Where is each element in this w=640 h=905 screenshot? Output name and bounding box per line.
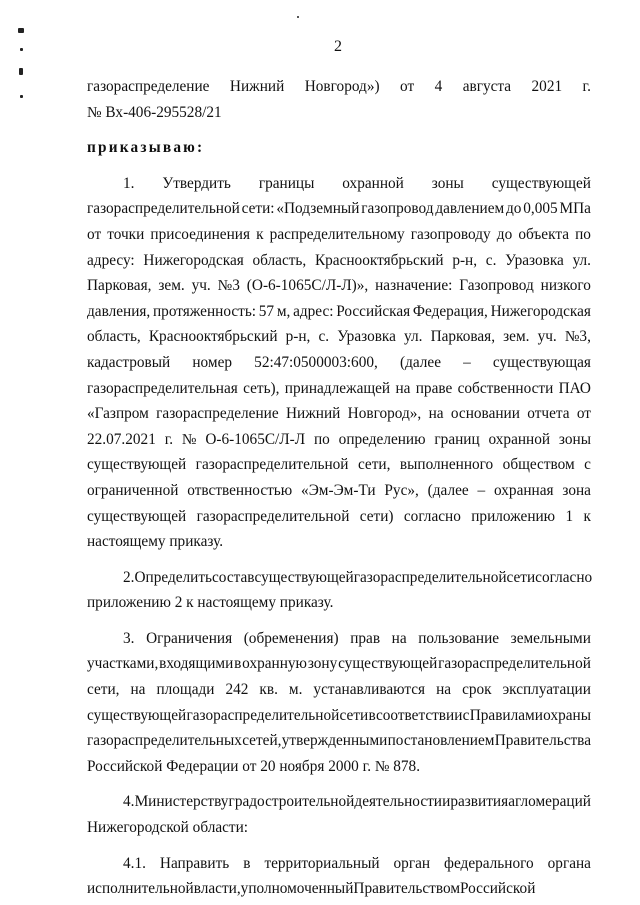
word: градостроительной: [228, 793, 355, 811]
word: зоны: [558, 430, 591, 448]
word: адресу:: [87, 251, 135, 269]
word: газораспределение: [156, 405, 279, 423]
word: по: [575, 225, 591, 243]
word: 2.: [123, 568, 135, 586]
word: Парковая,: [87, 277, 152, 295]
word: 57: [258, 302, 275, 320]
word: Газопровод: [459, 277, 534, 295]
word: Утвердить: [162, 174, 231, 192]
word: Нижегородская: [490, 302, 591, 320]
word: согласно: [403, 507, 461, 525]
word: устанавливаются: [313, 681, 426, 699]
word: Направить: [159, 854, 230, 872]
word: на: [428, 405, 444, 423]
word: зем.: [158, 277, 185, 295]
word: в: [368, 706, 376, 724]
word: границы: [258, 174, 315, 192]
word: Министерству: [134, 793, 229, 811]
word: ул.: [404, 328, 423, 346]
text-line: [87, 350, 591, 376]
word: от: [87, 225, 102, 243]
word: Уразовка: [505, 251, 564, 269]
word: охраны: [543, 706, 591, 724]
word: на: [395, 379, 411, 397]
word: в: [243, 854, 251, 872]
word: приложению 2 к настоящему приказу.: [87, 594, 334, 612]
word: газораспределительной: [196, 507, 350, 525]
word: сети): [359, 507, 394, 525]
word: газораспределение: [87, 78, 210, 95]
text-line: [87, 222, 591, 248]
margin-mark: [297, 16, 299, 18]
word: с.: [318, 328, 330, 346]
word: объекта: [518, 225, 569, 243]
word: Новгород»,: [347, 405, 422, 423]
word: до: [506, 200, 522, 218]
word: приложению: [471, 507, 556, 525]
word: газораспределительной: [87, 200, 240, 218]
word: охранную: [242, 655, 307, 673]
word: Правительством: [353, 880, 460, 898]
word: р-н,: [285, 328, 311, 346]
margin-mark: [20, 95, 23, 98]
text-line: [87, 851, 591, 877]
word: существующей: [254, 568, 354, 586]
word: Нижний: [285, 405, 341, 423]
word: соответствии: [375, 706, 463, 724]
word: р-н,: [452, 251, 478, 269]
word: Нижегородской области:: [87, 819, 249, 837]
word: (далее: [427, 481, 469, 499]
word: № Вх-406-295528/21: [87, 103, 222, 121]
text-line: [87, 529, 591, 555]
word: обществом: [502, 456, 575, 474]
word: Российской Федерации от 20 ноября 2000 г. № 878.: [87, 757, 421, 775]
word: «Подземный: [276, 200, 360, 218]
word: существующей: [491, 174, 591, 192]
text-line: [87, 728, 591, 754]
word: охранной: [342, 174, 404, 192]
word: 52:47:0500003:600,: [254, 353, 378, 371]
word: существующая: [492, 353, 591, 371]
word: состав: [212, 568, 255, 586]
text-line: [87, 651, 591, 677]
text-line: [87, 74, 591, 100]
word: 22.07.2021: [87, 430, 156, 448]
paragraph-item4: [87, 789, 591, 840]
word: О-6-1065С/Л-Л: [205, 430, 306, 448]
word: газораспределительной: [195, 456, 349, 474]
word: Российской: [460, 880, 536, 898]
word: Федерация,: [412, 302, 488, 320]
word: 3.: [123, 629, 135, 647]
word: Парковая,: [430, 328, 496, 346]
text-line: [87, 376, 591, 402]
word: сети:: [241, 200, 275, 218]
word: газораспределительная: [87, 379, 238, 397]
word: Правительства: [494, 732, 591, 750]
word: эксплуатации: [502, 681, 591, 699]
word: назначение:: [375, 277, 453, 295]
word: Уразовка: [337, 328, 396, 346]
paragraph-item1: [87, 171, 591, 555]
word: Российская: [336, 302, 411, 320]
text-line: [87, 324, 591, 350]
text-line: [87, 754, 591, 780]
word: газораспределительной: [438, 655, 591, 673]
text-line: [87, 248, 591, 274]
word: уч.: [191, 277, 211, 295]
word: Правилами: [469, 706, 543, 724]
word: протяженность:: [152, 302, 257, 320]
word: газораспределительной: [353, 568, 507, 586]
word: выполненного: [399, 456, 494, 474]
word: зем.: [503, 328, 530, 346]
word: развития: [450, 793, 509, 811]
text-line: [87, 703, 591, 729]
text-line: [87, 876, 591, 902]
word: деятельности: [354, 793, 442, 811]
word: собственности: [457, 379, 554, 397]
word: 4: [434, 78, 443, 95]
word: низкого: [540, 277, 591, 295]
word: на: [130, 681, 146, 699]
word: газопроводу: [410, 225, 491, 243]
margin-mark: [18, 28, 24, 33]
word: агломераций: [508, 793, 591, 811]
word: определению: [338, 430, 426, 448]
word: г.: [164, 430, 174, 448]
word: –: [477, 481, 486, 499]
word: Рус»,: [384, 481, 419, 499]
text-line: [87, 626, 591, 652]
word: ул.: [572, 251, 591, 269]
paragraph-item2: [87, 565, 591, 616]
text-line: [87, 504, 591, 530]
word: 4.: [123, 793, 135, 811]
text-line: [87, 171, 591, 197]
word: зона: [562, 481, 591, 499]
word: сеть),: [243, 379, 280, 397]
word: газопровод: [361, 200, 434, 218]
text-line: [87, 452, 591, 478]
word: прав: [350, 629, 381, 647]
word: существующей: [87, 706, 187, 724]
word: к: [583, 507, 591, 525]
word: –: [463, 353, 471, 371]
word: органа: [547, 854, 591, 872]
word: зоны: [431, 174, 464, 192]
word: согласно: [535, 568, 593, 586]
word: до: [496, 225, 513, 243]
word: площади: [156, 681, 215, 699]
word: отчета: [527, 405, 570, 423]
word: Нижегородская: [143, 251, 244, 269]
word: существующей: [338, 655, 438, 673]
word: 4.1.: [123, 854, 146, 872]
word: пользование: [418, 629, 500, 647]
word: область,: [87, 328, 141, 346]
word: газораспределительной: [186, 706, 340, 724]
word: существующей: [87, 456, 187, 474]
word: сети: [506, 568, 536, 586]
word: принадлежащей: [284, 379, 391, 397]
text-line: [87, 273, 591, 299]
word: Краснооктябрьский: [148, 328, 278, 346]
word: границ: [434, 430, 480, 448]
word: в: [234, 655, 242, 673]
word: постановлением: [387, 732, 495, 750]
word: орган: [393, 854, 431, 872]
word: ограниченной: [87, 481, 179, 499]
word: сети,: [357, 456, 391, 474]
word: к: [256, 225, 264, 243]
text-line: [87, 299, 591, 325]
word: охранная: [494, 481, 554, 499]
word: 1.: [123, 174, 135, 192]
page-number: 2: [334, 38, 342, 55]
word: с: [584, 456, 591, 474]
text-line: [87, 815, 591, 841]
word: на: [391, 629, 407, 647]
word: власти,: [193, 880, 241, 898]
word: г.: [582, 78, 591, 95]
word: номер: [192, 353, 233, 371]
word: Определить: [134, 568, 213, 586]
word: Новгород»): [304, 78, 380, 95]
word: давления,: [87, 302, 151, 320]
text-line: [87, 590, 591, 616]
word: сети: [339, 706, 369, 724]
word: ПАО: [558, 379, 591, 397]
paragraph-intro: [87, 74, 591, 125]
word: земельными: [510, 629, 591, 647]
word: на: [436, 681, 452, 699]
word: праве: [415, 379, 453, 397]
text-line: [87, 478, 591, 504]
word: охранной: [488, 430, 551, 448]
word: 1: [565, 507, 574, 525]
word: Ограничения: [146, 629, 233, 647]
word: распределительному: [269, 225, 405, 243]
word: приказываю:: [87, 139, 205, 157]
word: кв.: [259, 681, 278, 699]
text-line: [87, 196, 591, 222]
word: Нижний: [229, 78, 285, 95]
word: №: [181, 430, 197, 448]
paragraph-prikazyvayu: [87, 135, 591, 161]
word: от: [400, 78, 415, 95]
word: существующей: [87, 507, 187, 525]
word: Краснооктябрьский: [314, 251, 444, 269]
paragraph-item3: [87, 626, 591, 780]
word: исполнительной: [87, 880, 194, 898]
word: 242: [225, 681, 249, 699]
word: адрес:: [293, 302, 334, 320]
word: сети,: [87, 681, 120, 699]
word: настоящему приказу.: [87, 533, 224, 551]
word: присоединения: [150, 225, 251, 243]
word: №3: [217, 277, 240, 295]
word: кадастровый: [87, 353, 171, 371]
word: территориальный: [264, 854, 380, 872]
margin-mark: [19, 68, 23, 75]
text-line: [87, 135, 591, 161]
text-line: [87, 677, 591, 703]
word: давлением: [435, 200, 505, 218]
word: отвственностью: [187, 481, 293, 499]
text-line: [87, 565, 591, 591]
word: №3,: [564, 328, 591, 346]
word: «Газпром: [87, 405, 149, 423]
word: с.: [485, 251, 497, 269]
word: область,: [252, 251, 307, 269]
word: срок: [462, 681, 492, 699]
word: федерального: [444, 854, 534, 872]
text-line: [87, 401, 591, 427]
word: «Эм-Эм-Ти: [301, 481, 376, 499]
word: зону: [307, 655, 338, 673]
word: (обременения): [243, 629, 339, 647]
text-line: [87, 100, 591, 126]
word: (О-6-1065С/Л-Л)»,: [246, 277, 369, 295]
word: от: [576, 405, 591, 423]
word: 2021: [531, 78, 563, 95]
text-line: [87, 427, 591, 453]
word: входящими: [159, 655, 234, 673]
word: точки: [107, 225, 145, 243]
word: (далее: [399, 353, 441, 371]
word: уч.: [537, 328, 557, 346]
word: августа: [462, 78, 512, 95]
word: сетей,: [242, 732, 282, 750]
word: газораспределительных: [87, 732, 242, 750]
word: по: [313, 430, 330, 448]
document-body: [87, 74, 591, 902]
word: м,: [276, 302, 291, 320]
word: участками,: [87, 655, 159, 673]
word: с: [462, 706, 470, 724]
word: 0,005: [523, 200, 558, 218]
paragraph-item41: [87, 851, 591, 902]
word: МПа: [559, 200, 591, 218]
word: основании: [450, 405, 520, 423]
word: утвержденными: [281, 732, 388, 750]
word: уполномоченный: [240, 880, 354, 898]
word: м.: [288, 681, 303, 699]
text-line: [87, 789, 591, 815]
word: и: [442, 793, 451, 811]
